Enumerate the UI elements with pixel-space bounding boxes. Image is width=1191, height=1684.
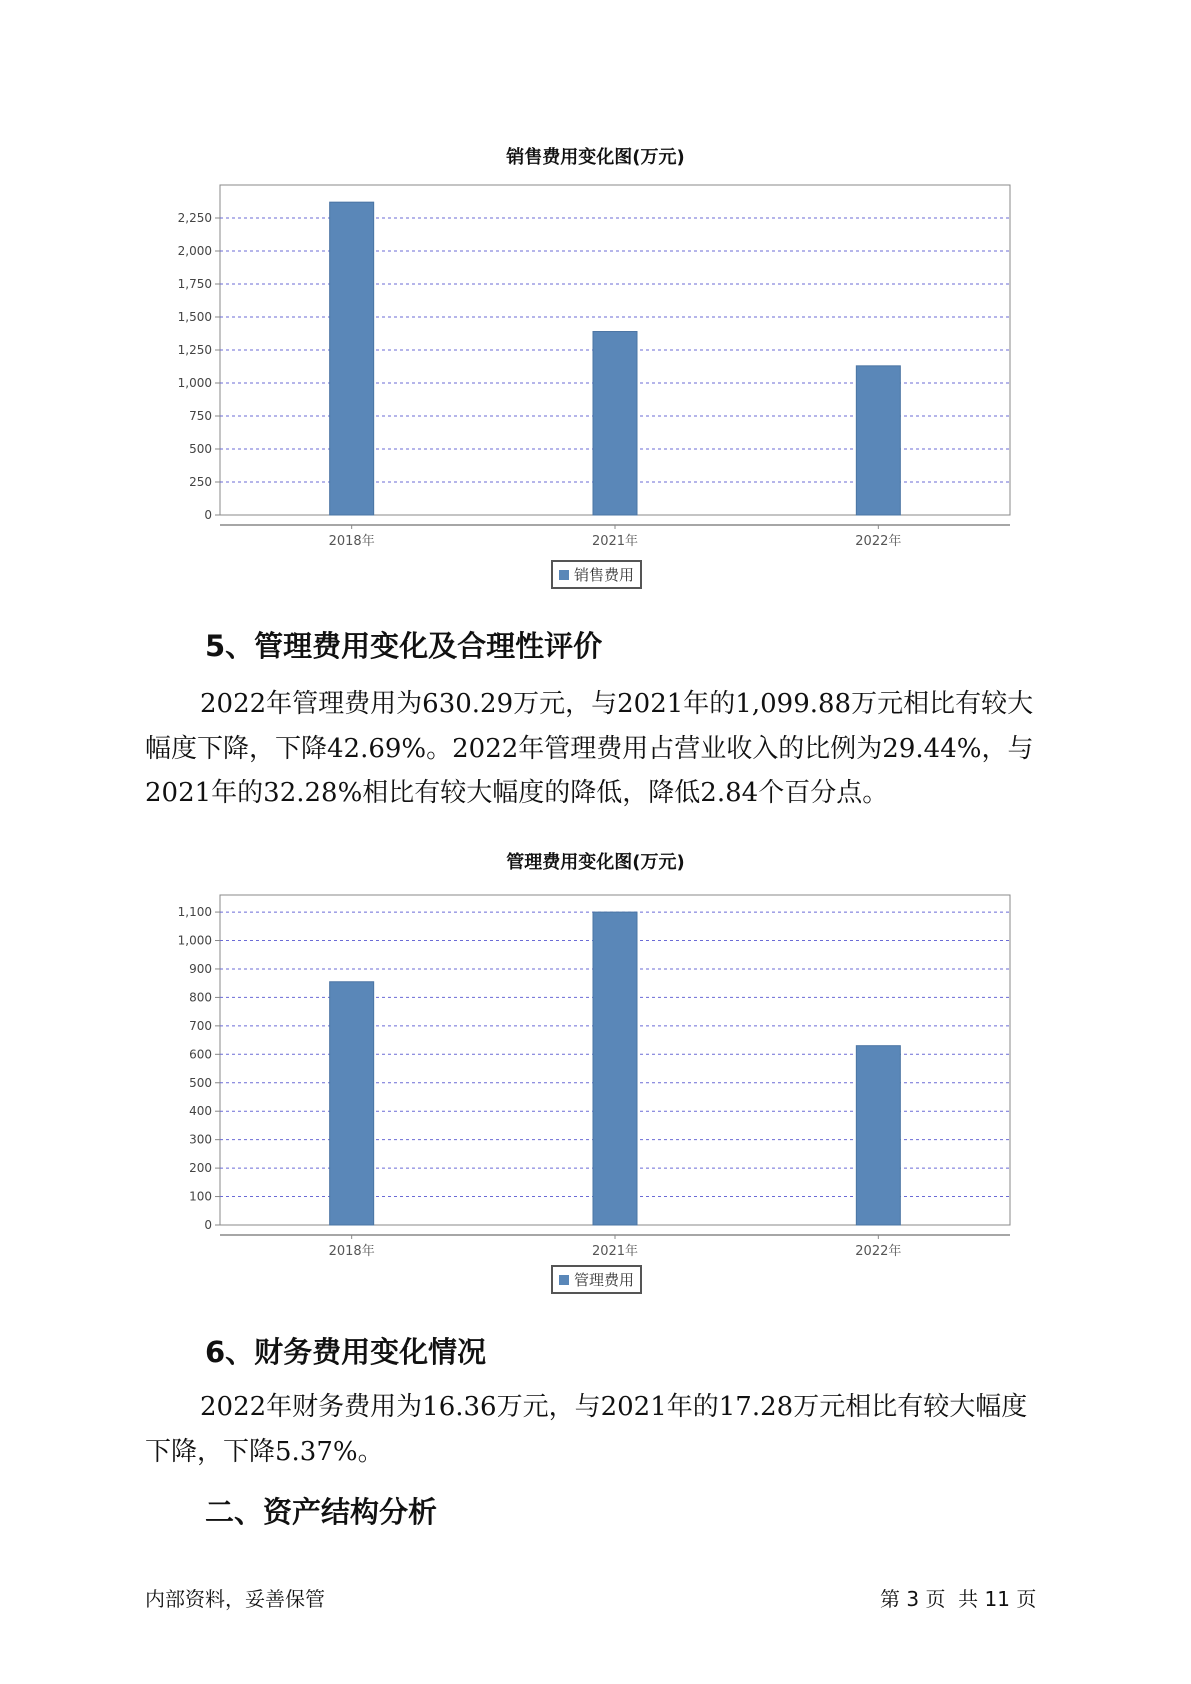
- chart1-legend-label: 销售费用: [574, 566, 635, 584]
- y-tick-label: 1,100: [177, 905, 212, 920]
- y-tick-label: 1,500: [177, 310, 212, 324]
- x-tick-label: 2022年: [855, 1244, 902, 1259]
- y-tick-label: 0: [204, 508, 212, 522]
- footer-page-number: 第 3 页 共 11 页: [880, 1587, 1037, 1611]
- y-tick-label: 1,750: [177, 277, 212, 291]
- y-tick-label: 300: [189, 1132, 212, 1147]
- chart1-title: 销售费用变化图(万元): [506, 147, 685, 168]
- section5-heading: 5、管理费用变化及合理性评价: [205, 629, 603, 663]
- section5-paragraph: 2022年管理费用为630.29万元，与2021年的1,099.88万元相比有较大幅度下降，下降42.69%。2022年管理费用占营业收入的比例为29.44%，与2021年的32.28%相比有较大幅度的降低，降低2.84个百分点。: [145, 689, 1034, 808]
- legend-swatch: [559, 1275, 569, 1285]
- y-tick-label: 200: [189, 1161, 212, 1176]
- admin-expense-chart: [0, 880, 1191, 1280]
- y-tick-label: 900: [189, 961, 212, 976]
- y-tick-label: 0: [204, 1218, 212, 1232]
- sales-expense-chart: [0, 170, 1191, 570]
- y-tick-label: 400: [189, 1104, 212, 1119]
- section2-heading: 二、资产结构分析: [205, 1495, 438, 1529]
- x-tick-label: 2022年: [855, 534, 902, 549]
- bar: [330, 202, 374, 515]
- bar: [856, 1046, 900, 1225]
- x-tick-label: 2021年: [591, 534, 639, 549]
- chart2-legend-label: 管理费用: [574, 1271, 635, 1289]
- y-tick-label: 100: [189, 1189, 212, 1204]
- y-tick-label: 2,250: [177, 211, 212, 225]
- chart2-title: 管理费用变化图(万元): [506, 852, 685, 873]
- y-tick-label: 500: [189, 442, 212, 456]
- y-tick-label: 600: [189, 1047, 212, 1062]
- y-tick-label: 700: [189, 1018, 212, 1033]
- y-tick-label: 2,000: [177, 244, 212, 258]
- y-tick-label: 750: [189, 409, 212, 423]
- y-tick-label: 250: [189, 475, 212, 489]
- y-tick-label: 1,000: [177, 933, 212, 948]
- chart2-legend: [551, 1265, 642, 1294]
- footer-left: 内部资料，妥善保管: [145, 1587, 325, 1611]
- legend-swatch: [559, 570, 569, 580]
- bar: [593, 912, 637, 1225]
- y-tick-label: 500: [189, 1075, 212, 1090]
- y-tick-label: 1,000: [177, 376, 212, 390]
- bar: [856, 366, 900, 515]
- x-tick-label: 2021年: [591, 1244, 639, 1259]
- x-tick-label: 2018年: [328, 1244, 375, 1259]
- section6-heading: 6、财务费用变化情况: [205, 1335, 487, 1369]
- chart1-legend: [551, 560, 642, 589]
- y-tick-label: 800: [189, 990, 212, 1005]
- bar: [330, 982, 374, 1225]
- y-tick-label: 1,250: [177, 343, 212, 357]
- x-tick-label: 2018年: [328, 534, 375, 549]
- bar: [593, 332, 637, 515]
- section6-paragraph: 2022年财务费用为16.36万元，与2021年的17.28万元相比有较大幅度下降，下降5.37%。: [145, 1392, 1028, 1467]
